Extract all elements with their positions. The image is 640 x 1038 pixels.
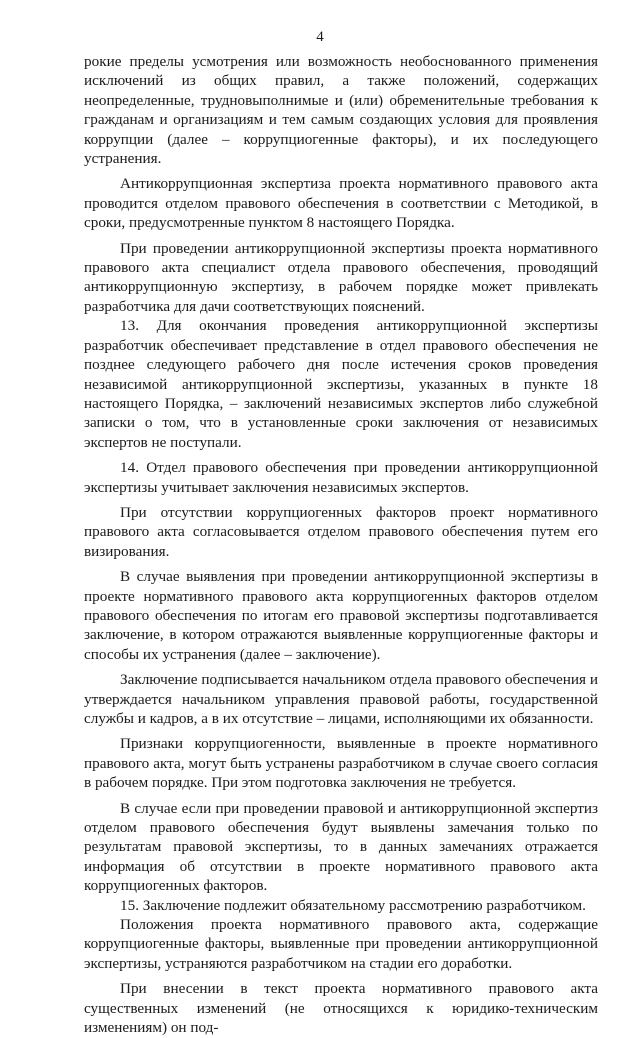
- page-number: 4: [316, 29, 324, 45]
- paragraph: При внесении в текст проекта нормативного правового акта существенных изменений (не относящихся к юридико-техническим изменениям) он под-: [84, 980, 598, 1037]
- paragraph: В случае если при проведении правовой и антикоррупционной экспертиз отделом правового обеспечения будут выявлены замечания только по результатам правовой экспертизы, то в данных замечаниях отражается информация об отсутствии в проекте нормативного правового акта коррупциогенных факторов.: [84, 799, 598, 895]
- paragraph: Заключение подписывается начальником отдела правового обеспечения и утверждается начальником управления правовой работы, государственной службы и кадров, а в их отсутствие – лицами, исполняющими их обязанности.: [84, 671, 598, 727]
- paragraph: В случае выявления при проведении антикоррупционной экспертизы в проекте нормативного правового акта коррупциогенных факторов отделом правового обеспечения по итогам его правовой экспертизы подготавливается заключение, в котором отражаются выявленные коррупциогенные факторы и способы их устранения (далее – заключение).: [84, 568, 598, 663]
- paragraph: Положения проекта нормативного правового акта, содержащие коррупциогенные факторы, выявленные при проведении антикоррупционной экспертизы, устраняются разработчиком на стадии его доработки.: [84, 916, 598, 972]
- paragraph-item-13: 13. Для окончания проведения антикоррупционной экспертизы разработчик обеспечивает представление в отдел правового обеспечения не позднее следующего рабочего дня после истечения сроков проведения независимой антикоррупционной экспертизы, указанных в пункте 18 настоящего Порядка, – заключений независимых экспертов либо служебной записки о том, что в установленные сроки заключения от независимых экспертов не поступали.: [84, 317, 598, 451]
- paragraph: Признаки коррупциогенности, выявленные в проекте нормативного правового акта, могут быть устранены разработчиком в случае своего согласия в рабочем порядке. При этом подготовка заключения не требуется.: [84, 735, 598, 792]
- paragraph-item-14: 14. Отдел правового обеспечения при проведении антикоррупционной экспертизы учитывает заключения независимых экспертов.: [84, 459, 598, 496]
- document-body: [84, 52, 598, 1038]
- paragraph-item-15: 15. Заключение подлежит обязательному рассмотрению разработчиком.: [120, 896, 586, 914]
- paragraph: При отсутствии коррупциогенных факторов проект нормативного правового акта согласовывается отделом правового обеспечения путем его визирования.: [84, 503, 598, 560]
- paragraph-continuation: рокие пределы усмотрения или возможность необоснованного применения исключений из общих правил, а также положений, содержащих неопределенные, трудновыполнимые и (или) обременительные требования к гражданам и организациям и тем самым создающих условия для проявления коррупции (далее – коррупциогенные факторы), и их последующего устранения.: [84, 53, 598, 168]
- paragraph: Антикоррупционная экспертиза проекта нормативного правового акта проводится отделом правового обеспечения в соответствии с Методикой, в сроки, предусмотренные пунктом 8 настоящего Порядка.: [84, 175, 598, 232]
- paragraph: При проведении антикоррупционной экспертизы проекта нормативного правового акта специалист отдела правового обеспечения, проводящий антикоррупционную экспертизу, в рабочем порядке может привлекать разработчика для дачи соответствующих пояснений.: [84, 239, 598, 315]
